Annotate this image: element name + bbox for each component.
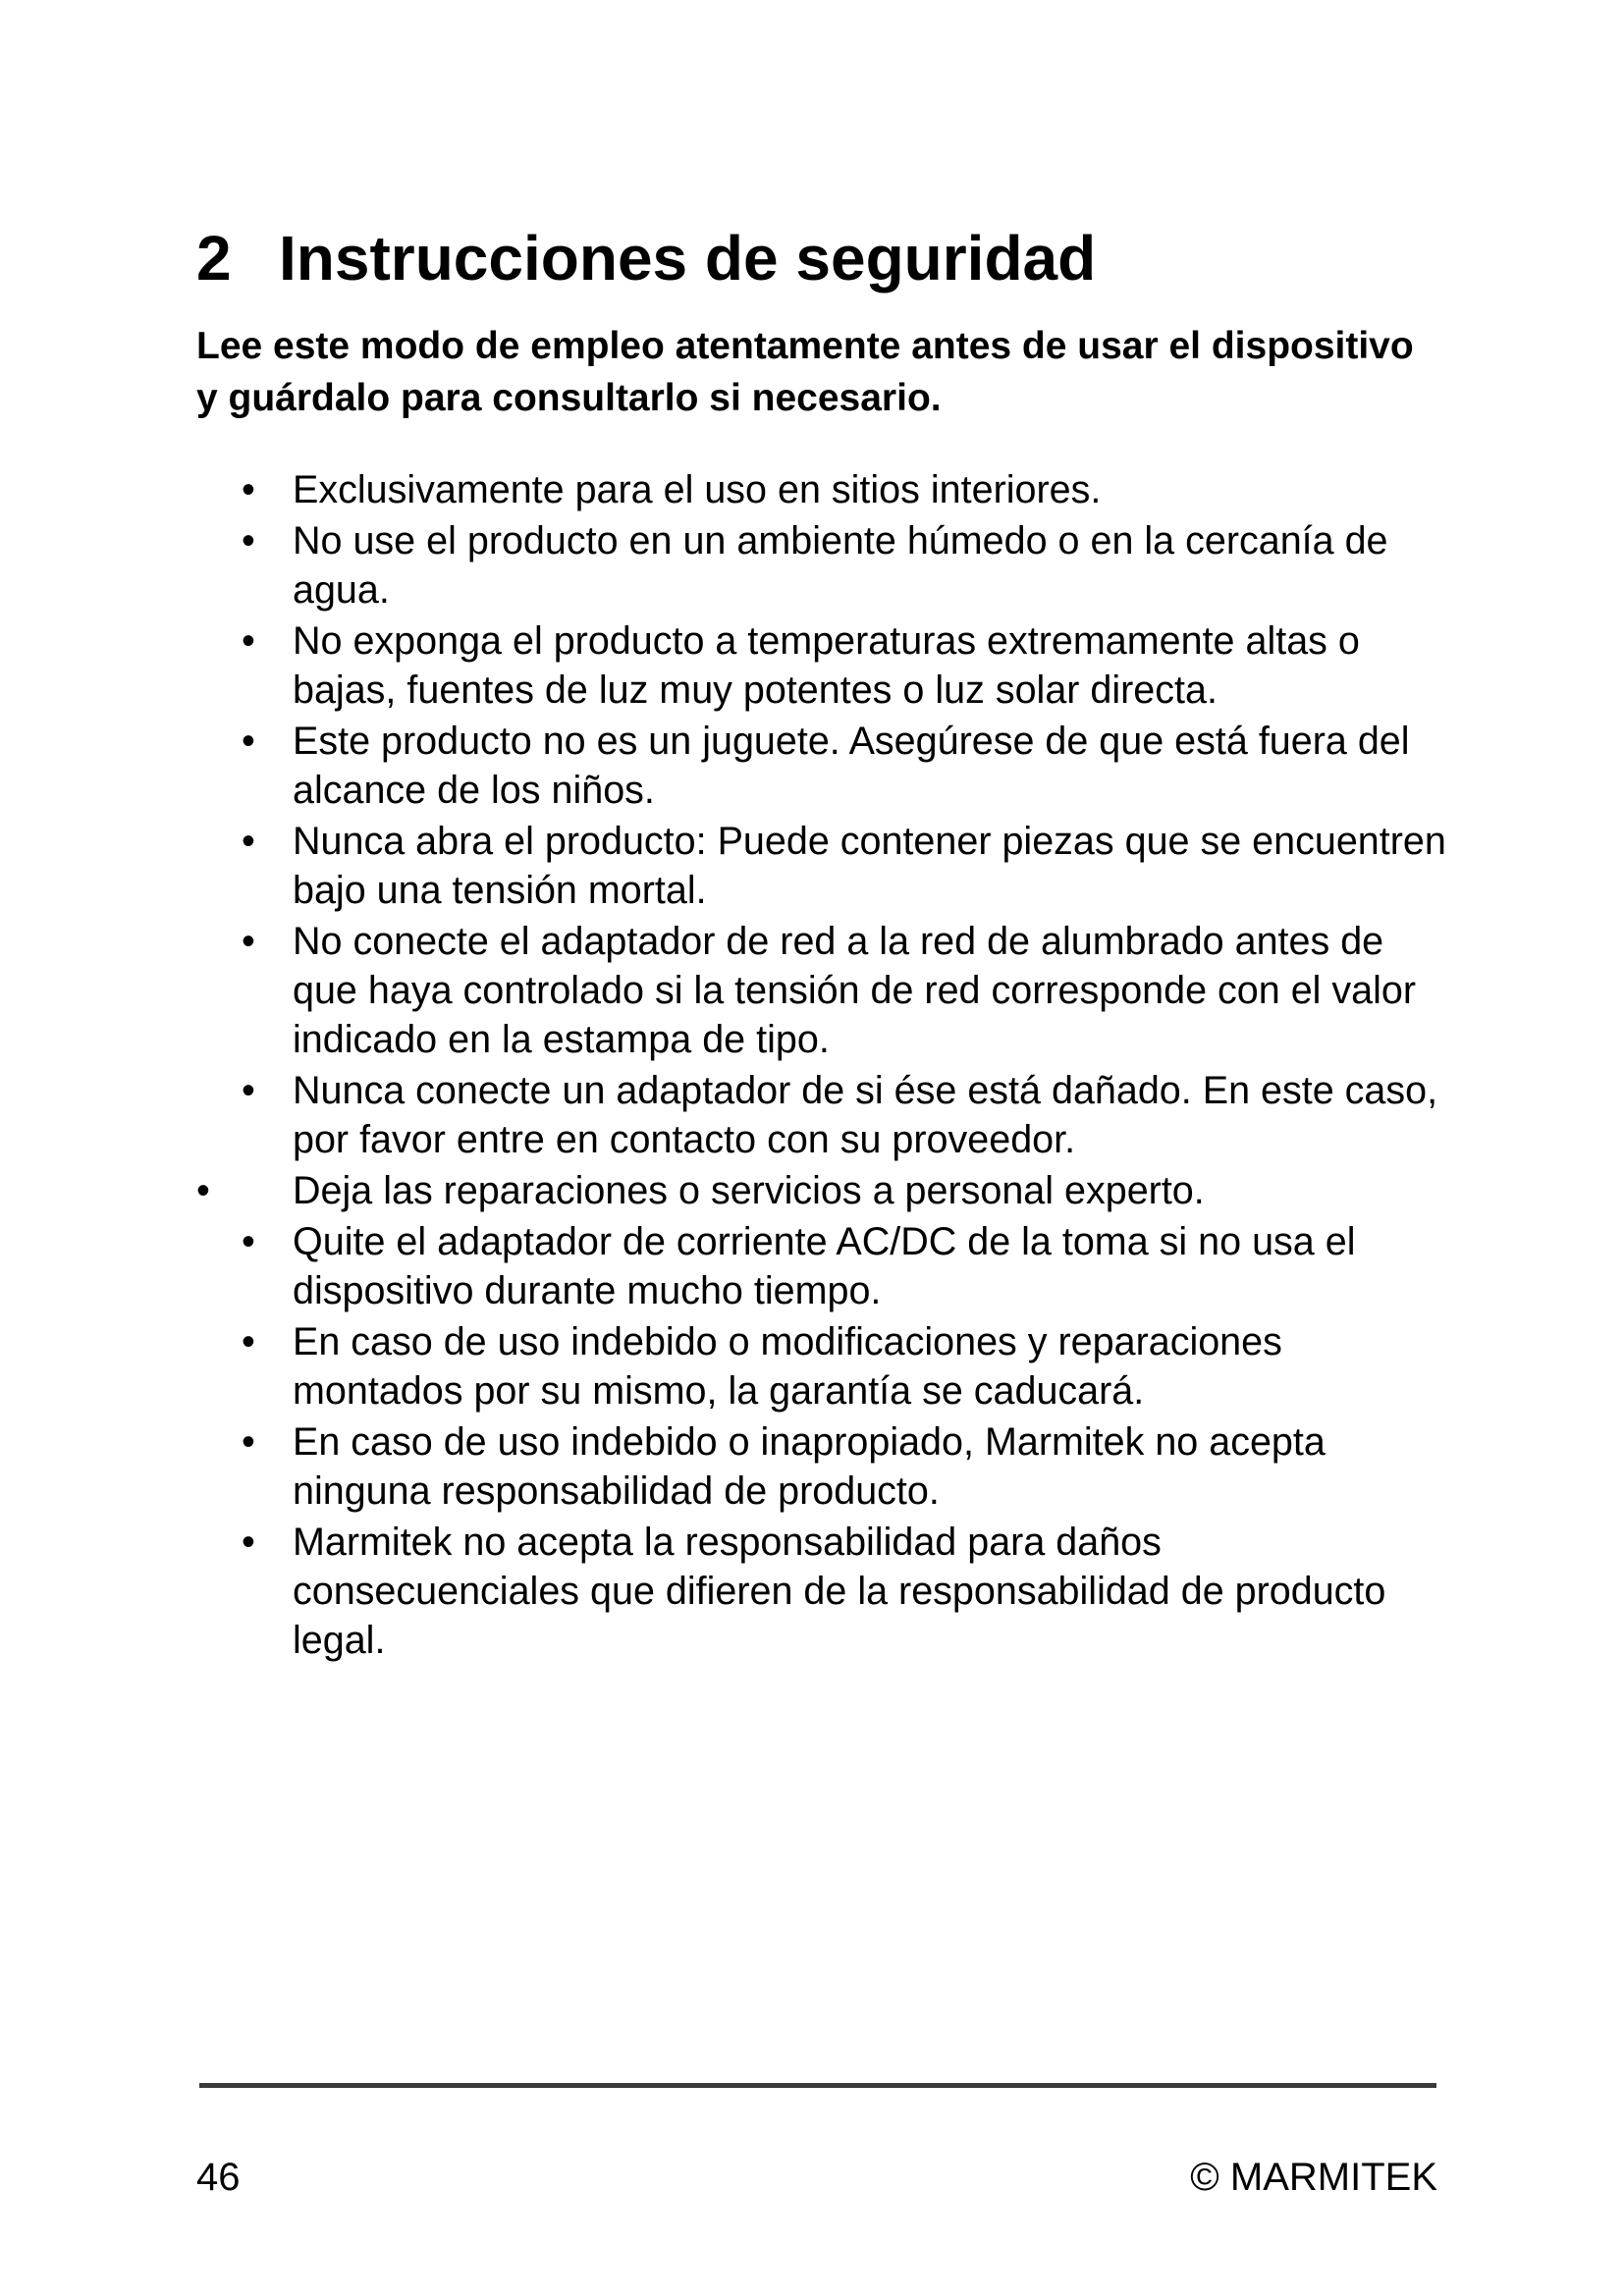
list-item bbox=[196, 1066, 1453, 1164]
list-item-text: Nunca abra el producto: Puede contener piezas que se encuentren bajo una tensión mortal. bbox=[293, 820, 1446, 912]
section-number: 2 bbox=[196, 223, 232, 294]
list-item-text: Este producto no es un juguete. Asegúrese de que está fuera del alcance de los niños. bbox=[293, 720, 1410, 812]
list-item-text: No conecte el adaptador de red a la red de alumbrado antes de que haya controlado si la tensión de red corresponde con el valor indicado en la estampa de tipo. bbox=[293, 920, 1417, 1061]
page-title bbox=[196, 224, 1096, 293]
list-item bbox=[196, 1417, 1453, 1516]
list-item-text: Deja las reparaciones o servicios a personal experto. bbox=[293, 1169, 1205, 1212]
list-item-text: Marmitek no acepta la responsabilidad para daños consecuenciales que difieren de la responsabilidad de producto legal. bbox=[293, 1521, 1386, 1662]
list-item bbox=[196, 917, 1453, 1064]
bullet-icon: • bbox=[242, 920, 255, 963]
list-item bbox=[196, 717, 1453, 815]
bullet-icon: • bbox=[242, 1220, 255, 1263]
bullet-icon: • bbox=[242, 1320, 255, 1363]
section-title: Instrucciones de seguridad bbox=[279, 223, 1097, 294]
bullet-icon: • bbox=[242, 720, 255, 763]
copyright-notice: © MARMITEK bbox=[1190, 2156, 1437, 2199]
list-item bbox=[196, 1317, 1453, 1415]
bullet-icon: • bbox=[242, 1069, 255, 1112]
list-item-text: Exclusivamente para el uso en sitios interiores. bbox=[293, 468, 1102, 511]
list-item-text: Nunca conecte un adaptador de si ése está dañado. En este caso, por favor entre en contacto con su proveedor. bbox=[293, 1069, 1438, 1161]
list-item-text: Quite el adaptador de corriente AC/DC de la toma si no usa el dispositivo durante mucho tiempo. bbox=[293, 1220, 1356, 1312]
bullet-icon: • bbox=[196, 1169, 210, 1212]
list-item bbox=[196, 1166, 1453, 1215]
footer-divider bbox=[199, 2083, 1436, 2088]
bullet-icon: • bbox=[242, 820, 255, 863]
list-item bbox=[196, 516, 1453, 614]
list-item-text: No use el producto en un ambiente húmedo o en la cercanía de agua. bbox=[293, 519, 1388, 612]
list-item-text: En caso de uso indebido o inapropiado, Marmitek no acepta ninguna responsabilidad de producto. bbox=[293, 1420, 1326, 1513]
list-item-text: No exponga el producto a temperaturas extremamente altas o bajas, fuentes de luz muy potentes o luz solar directa. bbox=[293, 619, 1360, 712]
bullet-icon: • bbox=[242, 519, 255, 562]
list-item bbox=[196, 616, 1453, 715]
list-item bbox=[196, 465, 1453, 514]
list-item bbox=[196, 1217, 1453, 1315]
intro-text: Lee este modo de empleo atentamente antes de usar el dispositivo y guárdalo para consultarlo si necesario. bbox=[196, 325, 1414, 419]
safety-instructions-list bbox=[196, 465, 1453, 1667]
bullet-icon: • bbox=[242, 1521, 255, 1564]
page-number: 46 bbox=[196, 2156, 241, 2199]
list-item-text: En caso de uso indebido o modificaciones y reparaciones montados por su mismo, la garantía se caducará. bbox=[293, 1320, 1282, 1413]
bullet-icon: • bbox=[242, 619, 255, 663]
list-item bbox=[196, 817, 1453, 915]
bullet-icon: • bbox=[242, 468, 255, 511]
bullet-icon: • bbox=[242, 1420, 255, 1464]
list-item bbox=[196, 1518, 1453, 1665]
